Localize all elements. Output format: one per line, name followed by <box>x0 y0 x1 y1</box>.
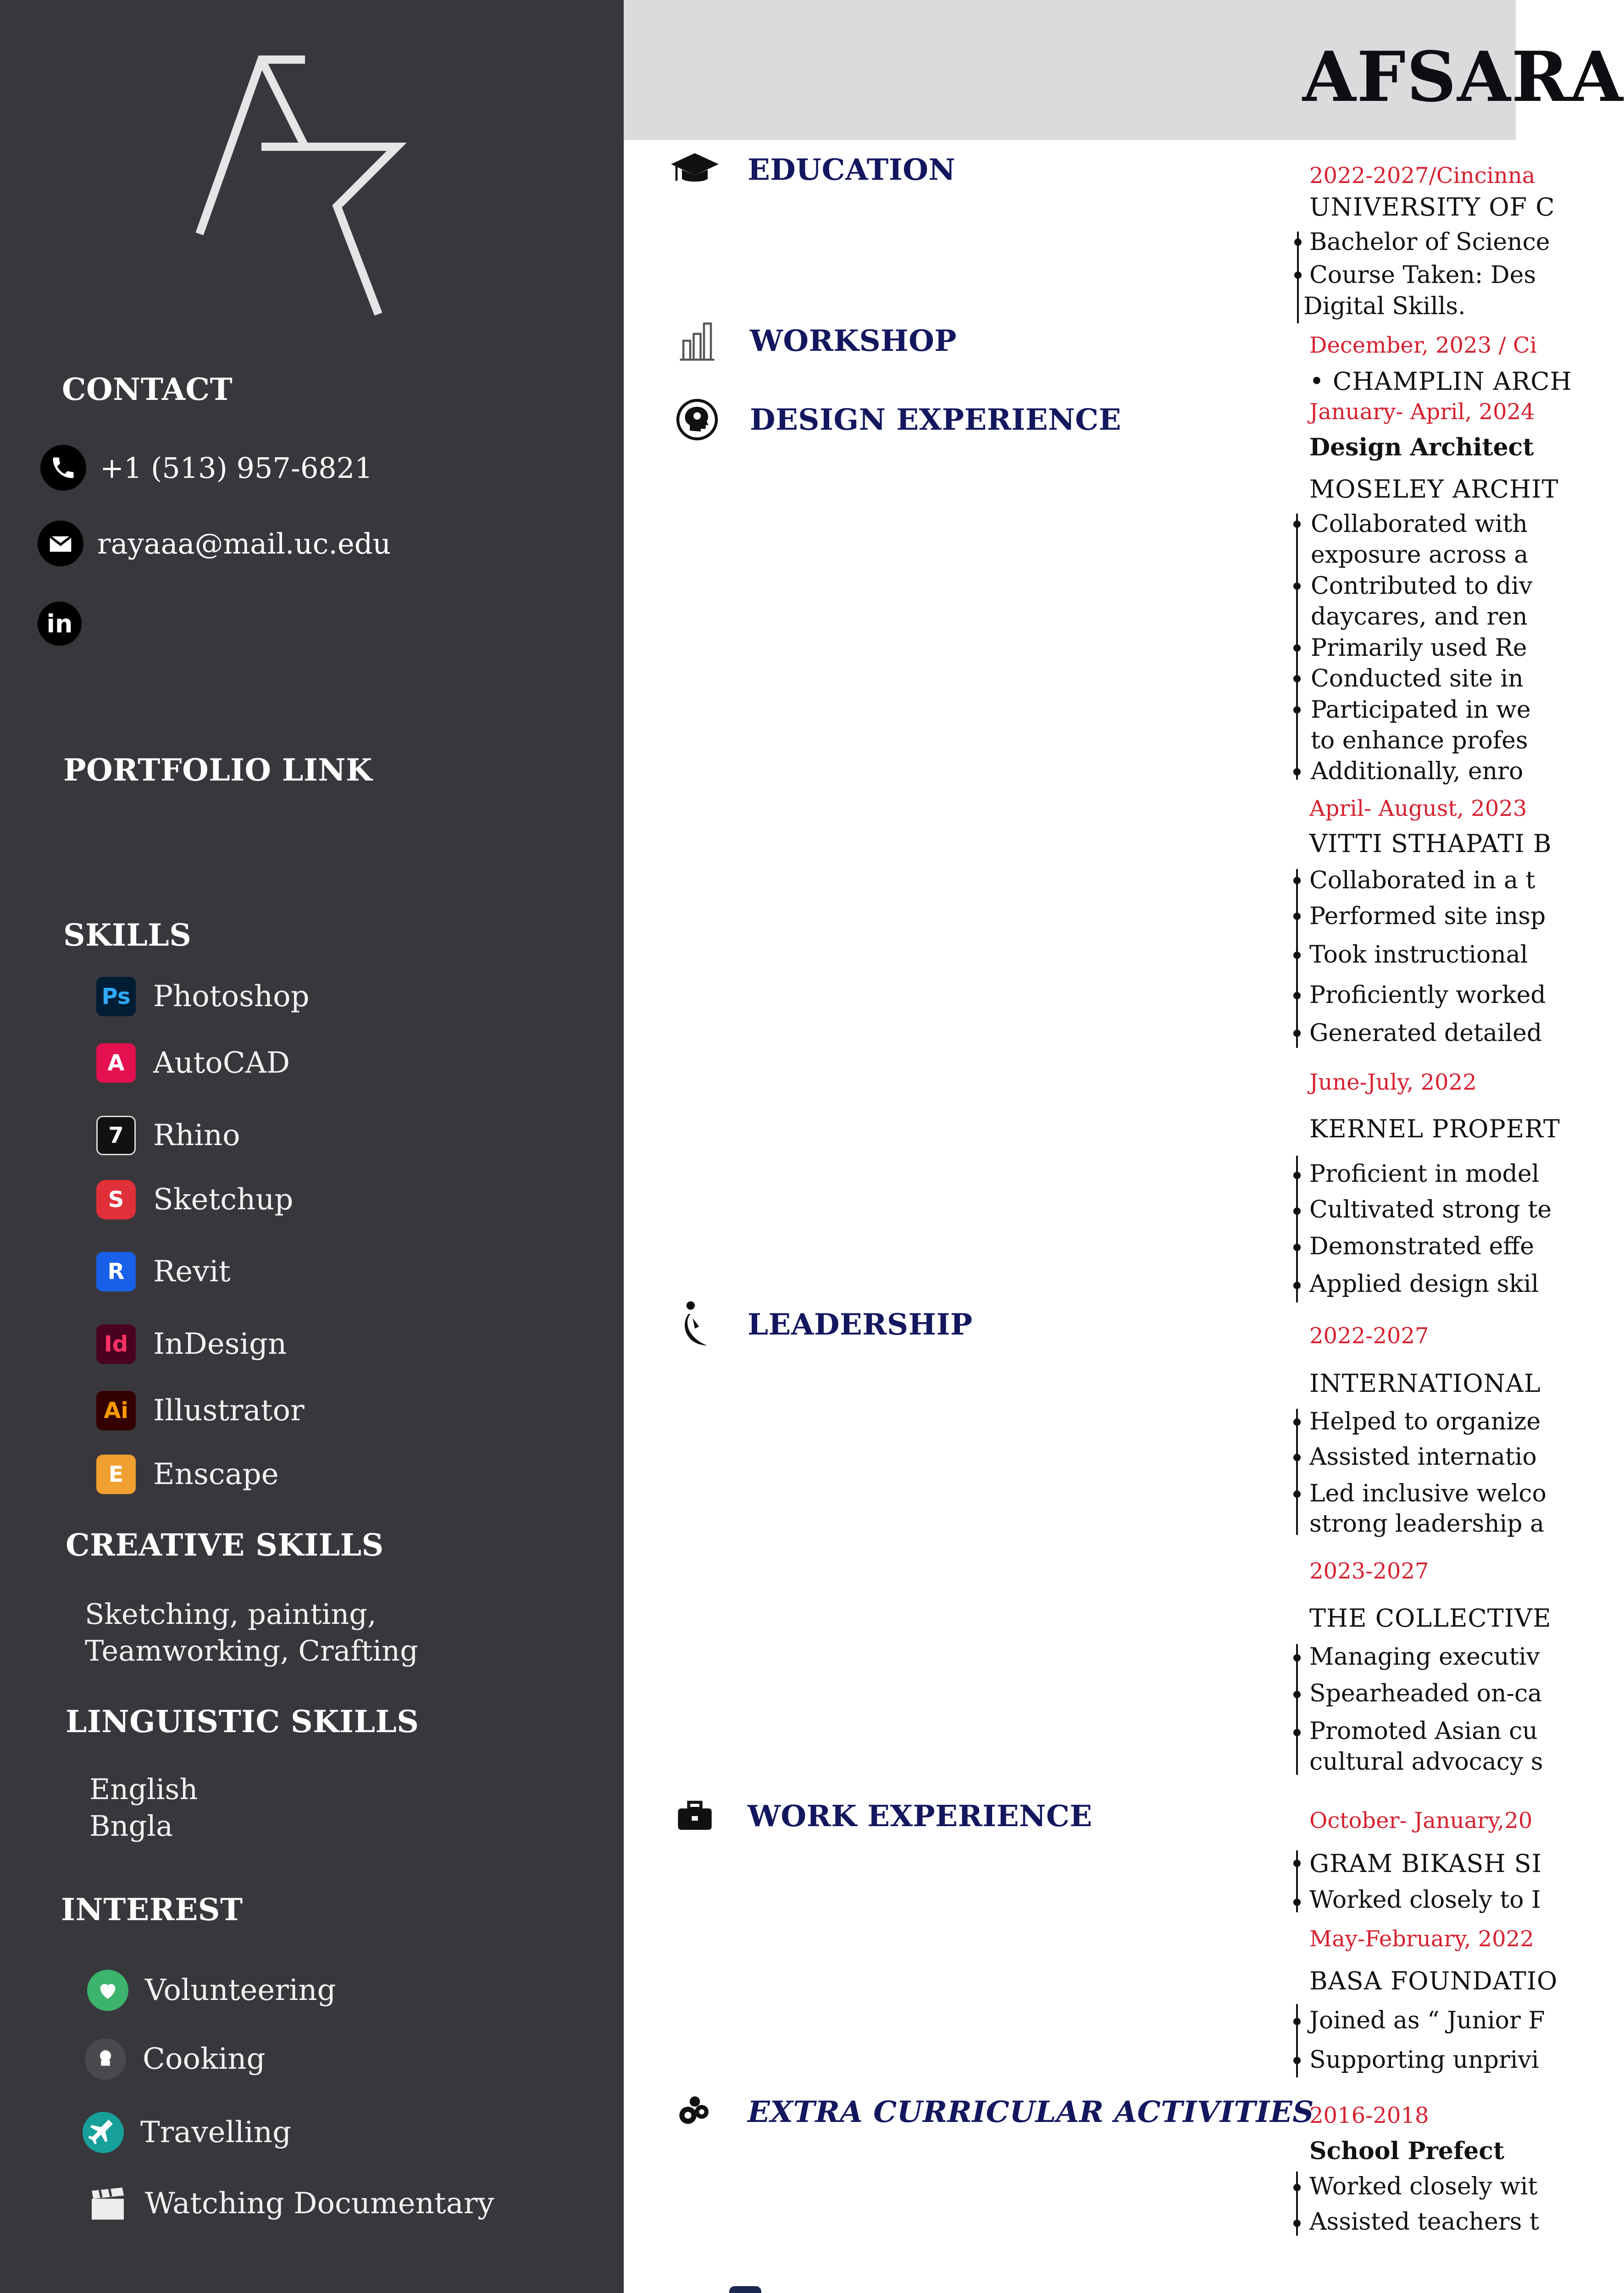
timeline-dot <box>1293 1899 1301 1906</box>
timeline-dot <box>1293 952 1301 959</box>
interest-heading: INTEREST <box>61 1892 243 1927</box>
sketchup-icon: S <box>96 1180 136 1219</box>
linkedin-icon[interactable]: in <box>38 602 82 646</box>
skill-indesign <box>96 1324 287 1364</box>
skills-heading: SKILLS <box>63 917 192 953</box>
interest-documentary <box>87 2183 494 2224</box>
entry-bullet: Primarily used Re <box>1311 634 1527 662</box>
section-title: EDUCATION <box>748 152 956 187</box>
header-band <box>624 0 1624 140</box>
entry-bullet: Conducted site in <box>1311 665 1524 692</box>
entry-bullet: Applied design skil <box>1309 1270 1539 1298</box>
entry-bullet: Spearheaded on-ca <box>1309 1680 1542 1707</box>
entry-bullet: Additionally, enro <box>1311 758 1524 785</box>
timeline-dot <box>1293 1207 1301 1215</box>
briefcase-icon <box>670 1791 720 1841</box>
section-workshop <box>672 316 957 366</box>
entry-date: 2022-2027/Cincinna <box>1309 163 1535 188</box>
section-extra-curricular <box>670 2087 1314 2137</box>
rhino-icon: 7 <box>96 1116 136 1155</box>
entry-bullet: to enhance profes <box>1311 727 1528 754</box>
contact-heading: CONTACT <box>62 371 233 407</box>
chef-icon <box>85 2038 126 2080</box>
language-line: English <box>89 1772 198 1806</box>
entry-bullet: Course Taken: Des <box>1309 261 1536 289</box>
entry-bullet: Proficient in model <box>1309 1160 1540 1188</box>
entry-organization: BASA FOUNDATIO <box>1309 1966 1558 1995</box>
timeline-dot <box>1293 675 1301 682</box>
entry-role: School Prefect <box>1309 2137 1504 2165</box>
entry-bullet: Joined as “ Junior F <box>1309 2007 1545 2034</box>
timeline-dot <box>1293 992 1301 999</box>
head-gear-icon <box>672 394 722 445</box>
entry-date: 2023-2027 <box>1309 1558 1429 1584</box>
entry-bullet: Supporting unprivi <box>1309 2046 1539 2074</box>
section-leadership <box>670 1299 973 1350</box>
entry-date: January- April, 2024 <box>1309 399 1535 425</box>
entry-date: 2022-2027 <box>1309 1323 1429 1349</box>
activities-icon <box>670 2087 720 2137</box>
clapperboard-icon <box>87 2183 128 2224</box>
timeline-dot <box>1294 271 1302 279</box>
skill-label: Illustrator <box>153 1394 305 1428</box>
entry-bullet: Contributed to div <box>1311 572 1533 600</box>
email-row[interactable] <box>38 521 391 566</box>
entry-bullet: Assisted internatio <box>1309 1443 1537 1471</box>
timeline-dot <box>1293 2057 1301 2064</box>
enscape-icon: E <box>96 1455 136 1494</box>
portfolio-heading: PORTFOLIO LINK <box>63 752 372 788</box>
phone-icon <box>40 445 86 491</box>
graduation-cap-icon <box>670 144 720 195</box>
timeline-dot <box>1293 1418 1301 1426</box>
section-title: WORKSHOP <box>750 323 957 358</box>
photoshop-icon: Ps <box>96 977 136 1016</box>
entry-organization: KERNEL PROPERT <box>1309 1114 1560 1143</box>
timeline-dot <box>1293 582 1301 590</box>
timeline-dot <box>1293 1282 1301 1289</box>
skill-label: Sketchup <box>153 1183 294 1217</box>
entry-organization: UNIVERSITY OF C <box>1309 193 1555 222</box>
skill-label: AutoCAD <box>153 1046 290 1080</box>
buildings-icon <box>672 316 722 366</box>
language-line: Bngla <box>89 1809 173 1843</box>
entry-bullet: Demonstrated effe <box>1309 1233 1534 1260</box>
entry-date: May-February, 2022 <box>1309 1926 1534 1952</box>
entry-bullet: Collaborated in a t <box>1309 867 1535 894</box>
entry-organization: THE COLLECTIVE <box>1309 1604 1552 1633</box>
autocad-icon: A <box>96 1043 136 1083</box>
timeline-dot <box>1293 2184 1301 2191</box>
timeline-dot <box>1293 1490 1301 1498</box>
entry-bullet: Worked closely wit <box>1309 2173 1538 2200</box>
timeline-dot <box>1293 1454 1301 1461</box>
entry-bullet: Worked closely to I <box>1309 1886 1541 1914</box>
entry-date: December, 2023 / Ci <box>1309 332 1537 358</box>
entry-bullet: Collaborated with <box>1311 510 1528 538</box>
indesign-icon: Id <box>96 1324 136 1364</box>
email-address: rayaaa@mail.uc.edu <box>97 526 391 560</box>
section-title: LEADERSHIP <box>748 1307 973 1342</box>
entry-bullet: Bachelor of Science <box>1309 228 1550 256</box>
interest-label: Watching Documentary <box>145 2187 494 2221</box>
timeline-dot <box>1293 1030 1301 1037</box>
timeline-line <box>1296 2004 1298 2077</box>
entry-bullet: exposure across a <box>1311 541 1529 569</box>
creative-skills-heading: CREATIVE SKILLS <box>66 1527 384 1563</box>
section-education <box>670 144 956 195</box>
creative-skills-list <box>85 1596 418 1669</box>
linguistic-skills-heading: LINGUISTIC SKILLS <box>66 1704 419 1739</box>
timeline-dot <box>1293 644 1301 652</box>
interest-label: Travelling <box>140 2116 292 2149</box>
entry-organization: VITTI STHAPATI B <box>1309 829 1552 858</box>
timeline-dot <box>1293 1691 1301 1698</box>
skill-label: Revit <box>153 1255 231 1289</box>
airplane-icon <box>83 2112 124 2153</box>
interest-travelling <box>83 2112 291 2153</box>
entry-date: April- August, 2023 <box>1309 796 1527 821</box>
section-work-experience <box>670 1791 1092 1841</box>
entry-bullet: Cultivated strong te <box>1309 1196 1552 1224</box>
entry-bullet: Performed site insp <box>1309 903 1546 930</box>
entry-bullet: Assisted teachers t <box>1309 2208 1539 2236</box>
candidate-name: AFSARA <box>1303 37 1624 117</box>
entry-organization: MOSELEY ARCHIT <box>1309 475 1559 504</box>
monogram-logo <box>193 55 404 321</box>
entry-role: Design Architect <box>1309 433 1534 461</box>
entry-date: October- January,20 <box>1309 1808 1533 1833</box>
entry-date: June-July, 2022 <box>1309 1069 1477 1095</box>
entry-bullet: Helped to organize <box>1309 1408 1541 1435</box>
skill-label: Enscape <box>153 1457 279 1491</box>
interest-label: Cooking <box>143 2042 266 2076</box>
entry-bullet: Promoted Asian cu <box>1309 1717 1538 1745</box>
timeline-dot <box>1293 706 1301 714</box>
illustrator-icon: Ai <box>96 1391 136 1430</box>
entry-bullet: Digital Skills. <box>1303 293 1466 320</box>
entry-bullet: daycares, and ren <box>1311 603 1528 631</box>
skill-illustrator <box>96 1391 305 1430</box>
timeline-dot <box>1293 877 1301 884</box>
language-list <box>89 1771 198 1844</box>
timeline-line <box>1296 1409 1298 1535</box>
interest-cooking <box>85 2038 265 2080</box>
revit-icon: R <box>96 1252 136 1291</box>
mail-icon <box>38 521 83 566</box>
timeline-dot <box>1293 1860 1301 1867</box>
leader-figure-icon <box>670 1299 720 1350</box>
timeline-dot <box>1293 768 1301 775</box>
timeline-dot <box>1293 2018 1301 2025</box>
phone-row[interactable] <box>40 445 373 491</box>
timeline-dot <box>1293 521 1301 528</box>
entry-bullet: cultural advocacy s <box>1309 1748 1543 1776</box>
interest-label: Volunteering <box>145 1973 336 2007</box>
heart-hand-icon <box>87 1970 128 2011</box>
section-title: EXTRA CURRICULAR ACTIVITIES <box>748 2094 1314 2129</box>
skill-sketchup <box>96 1180 293 1219</box>
creative-line: Sketching, painting, <box>85 1597 377 1631</box>
timeline-dot <box>1293 1172 1301 1179</box>
timeline-dot <box>1293 1654 1301 1662</box>
entry-organization: INTERNATIONAL <box>1309 1369 1541 1398</box>
entry-bullet: strong leadership a <box>1309 1510 1545 1538</box>
timeline-line <box>1296 1644 1298 1775</box>
skill-revit <box>96 1252 230 1291</box>
entry-organization: GRAM BIKASH SI <box>1309 1849 1542 1878</box>
entry-bullet: Managing executiv <box>1309 1643 1540 1671</box>
skill-photoshop <box>96 977 310 1016</box>
entry-bullet: Led inclusive welco <box>1309 1480 1546 1507</box>
phone-number: +1 (513) 957-6821 <box>100 451 373 485</box>
interest-volunteering <box>87 1970 336 2011</box>
linkedin-row[interactable] <box>38 602 82 646</box>
timeline-dot <box>1293 1244 1301 1251</box>
link-icon[interactable] <box>729 2286 761 2293</box>
entry-bullet: Participated in we <box>1311 696 1531 724</box>
entry-organization: • CHAMPLIN ARCH <box>1309 367 1572 396</box>
timeline-dot <box>1293 2220 1301 2227</box>
section-title: WORK EXPERIENCE <box>748 1799 1092 1833</box>
timeline-dot <box>1293 913 1301 920</box>
entry-bullet: Generated detailed <box>1309 1019 1542 1047</box>
entry-bullet: Proficiently worked <box>1309 981 1546 1009</box>
entry-bullet: Took instructional <box>1309 941 1528 969</box>
timeline-dot <box>1294 238 1302 246</box>
section-title: DESIGN EXPERIENCE <box>750 402 1121 437</box>
skill-autocad <box>96 1043 290 1083</box>
sidebar <box>0 0 624 2293</box>
section-design-experience <box>672 394 1121 445</box>
entry-date: 2016-2018 <box>1309 2103 1429 2128</box>
creative-line: Teamworking, Crafting <box>85 1634 418 1667</box>
skill-label: Photoshop <box>153 980 310 1014</box>
skill-label: InDesign <box>153 1327 287 1361</box>
skill-label: Rhino <box>153 1119 240 1152</box>
timeline-dot <box>1293 1729 1301 1736</box>
skill-rhino <box>96 1116 240 1155</box>
skill-enscape <box>96 1455 279 1494</box>
